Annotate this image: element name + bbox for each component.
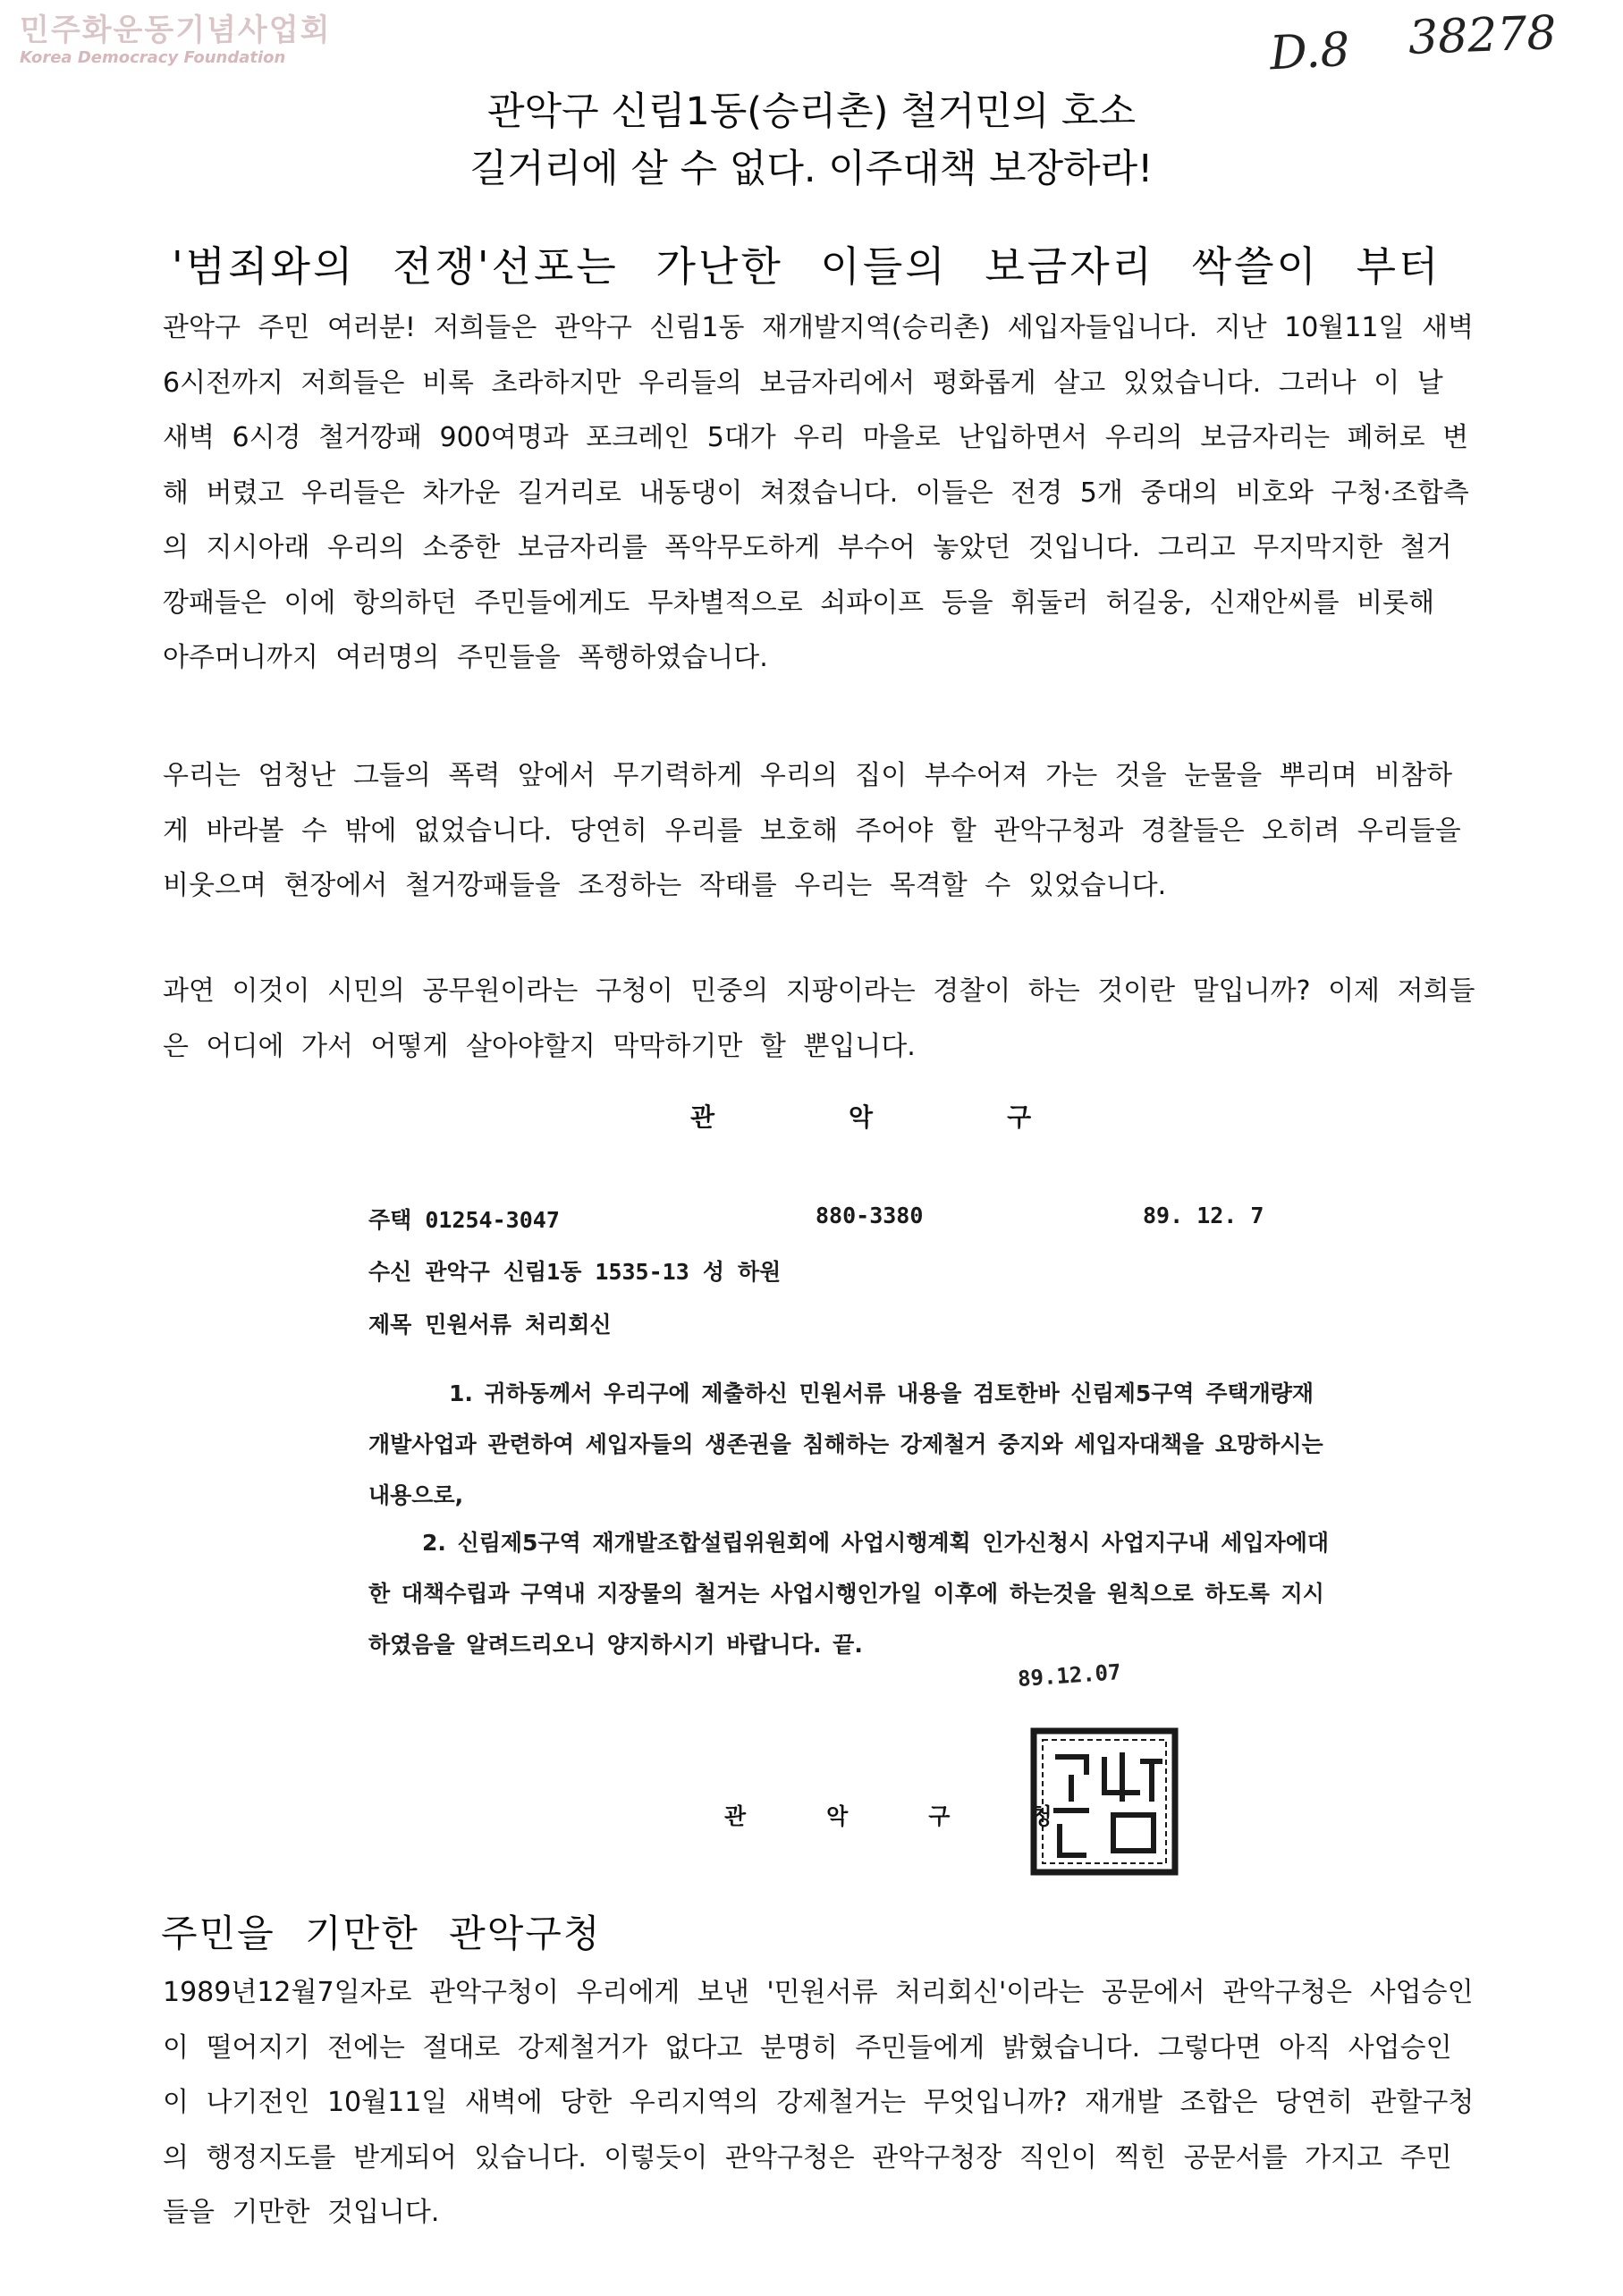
- paragraph-3: 과연 이것이 시민의 공무원이라는 구청이 민중의 지팡이라는 경찰이 하는 것이란 말입니까? 이제 저희들은 어디에 가서 어떻게 살아야할지 막막하기만 할 뿐입니다.: [163, 975, 1475, 1062]
- memo-item-2: 2. 신림제5구역 재개발조합설립위원회에 사업시행계획 인가신청시 사업지구내 세입자에대한 대책수립과 구역내 지장물의 철거는 사업시행인가일 이후에 하는것을 원칙으로 하도록 지시하였음을 알려드리오니 양지하시기 바랍니다. 끝.: [368, 1530, 1330, 1658]
- title-line-2: 길거리에 살 수 없다. 이주대책 보장하라!: [469, 147, 1154, 191]
- paragraph-2: 우리는 엄청난 그들의 폭력 앞에서 무기력하게 우리의 집이 부수어져 가는 것을 눈물을 뿌리며 비참하게 바라볼 수 밖에 없었습니다. 당연히 우리를 보호해 주어야 할 관악구청과 경찰들은 오히려 우리들을 비웃으며 현장에서 철거깡패들을 조정하는 작태를 우리는 목격할 수 있었습니다.: [163, 760, 1461, 901]
- received-date-stamp: 89.12.07: [1017, 1659, 1122, 1692]
- watermark-korean: 민주화운동기념사업회: [20, 13, 332, 48]
- watermark: [20, 13, 331, 68]
- memo-item-1: 1. 귀하동께서 우리구에 제출하신 민원서류 내용을 검토한바 신림제5구역 주택개량재개발사업과 관련하여 세입자들의 생존권을 침해하는 강제철거 중지와 세입자대책을 요망하시는 내용으로,: [368, 1380, 1323, 1508]
- handwritten-code-right: 38278: [1407, 6, 1558, 65]
- memo-telephone: 880-3380: [816, 1203, 924, 1228]
- memo-reference-number: 주택 01254-3047: [368, 1207, 560, 1233]
- title-line-1: 관악구 신림1동(승리촌) 철거민의 호소: [487, 89, 1136, 134]
- section-heading: 주민을 기만한 관악구청: [161, 1912, 602, 1955]
- memo-subject: 제목 민원서류 처리회신: [368, 1312, 612, 1338]
- section-body: 1989년12월7일자로 관악구청이 우리에게 보낸 '민원서류 처리회신'이라는 공문에서 관악구청은 사업승인이 떨어지기 전에는 절대로 강제철거가 없다고 분명히 주민들에게 밝혔습니다. 그렇다면 아직 사업승인이 나기전인 10월11일 새벽에 당한 우리지역의 강제철거는 무엇입니까? 재개발 조합은 당연히 관할구청의 행정지도를 받게되어 있습니다. 이렇듯이 관악구청은 관악구청장 직인이 찍힌 공문서를 가지고 주민들을 기만한 것입니다.: [163, 1977, 1475, 2228]
- headline: '범죄와의 전쟁'선포는 가난한 이들의 보금자리 싹쓸이 부터: [172, 242, 1441, 291]
- watermark-english: Korea Democracy Foundation: [20, 48, 286, 67]
- handwritten-code-left: D.8: [1268, 22, 1351, 81]
- official-seal-icon: [1028, 1726, 1180, 1878]
- memo-date: 89. 12. 7: [1143, 1203, 1264, 1228]
- memo-recipient: 수신 관악구 신림1동 1535-13 성 하원: [368, 1259, 782, 1285]
- issuer-office: 관악구청: [724, 1803, 1133, 1829]
- paragraph-1: 관악구 주민 여러분! 저희들은 관악구 신림1동 재개발지역(승리촌) 세입자들입니다. 지난 10월11일 새벽 6시전까지 저희들은 비록 초라하지만 우리들의 보금자리에서 평화롭게 살고 있었습니다. 그러나 이 날 새벽 6시경 철거깡패 900여명과 포크레인 5대가 우리 마을로 난입하면서 우리의 보금자리는 폐허로 변해 버렸고 우리들은 차가운 길거리로 내동댕이 쳐졌습니다. 이들은 전경 5개 중대의 비호와 구청·조합측의 지시아래 우리의 소중한 보금자리를 폭악무도하게 부수어 놓았던 것입니다. 그리고 무지막지한 철거깡패들은 이에 항의하던 주민들에게도 무차별적으로 쇠파이프 등을 휘둘러 허길웅, 신재안씨를 비롯해 아주머니까지 여러명의 주민들을 폭행하였습니다.: [163, 312, 1474, 673]
- gu-label: 관악구: [690, 1102, 1166, 1132]
